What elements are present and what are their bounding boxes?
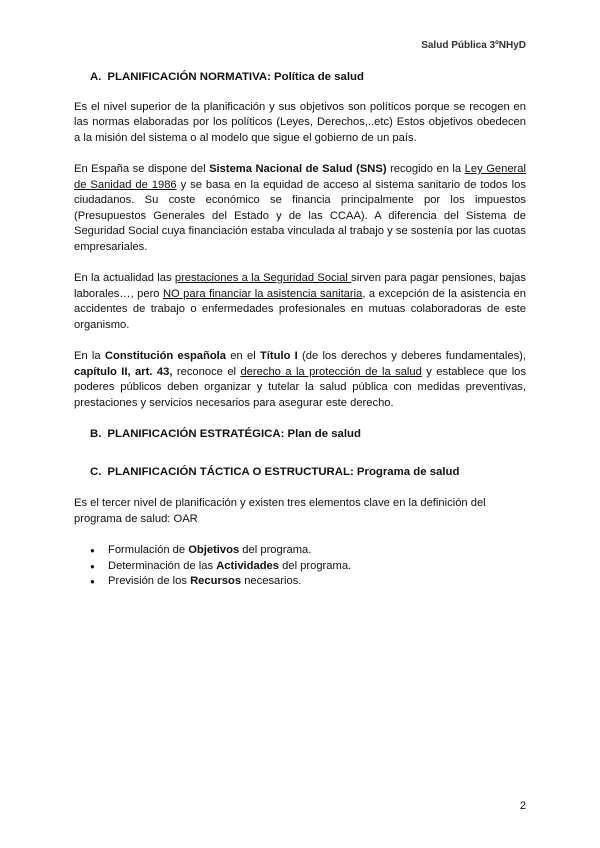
titulo-term: Título I [259,350,298,362]
derecho-underline: derecho a la protección de la salud [240,365,422,378]
section-a-letter: A. [90,71,102,83]
capitulo-term: capítulo II, art. 43, [74,365,173,378]
section-b-letter: B. [90,428,102,440]
document-body [74,70,526,590]
no-financiar-underline: NO para financiar la asistencia sanitaria [162,287,363,300]
list-item: ● Formulación de Objetivos del programa. [90,543,526,559]
sns-term: Sistema Nacional de Salud (SNS) [209,163,387,175]
paragraph-oar: Es el tercer nivel de planificación y existen tres elementos clave en la definición del programa de salud: OAR [74,497,486,525]
section-a-heading [74,70,526,86]
section-b-title: PLANIFICACIÓN ESTRATÉGICA: Plan de salud [107,428,361,440]
section-c-letter: C. [90,465,102,478]
section-c-heading [74,465,526,481]
oar-list [74,543,526,590]
page-header: Salud Pública 3ºNHyD [421,40,526,51]
list-item: ● Determinación de las Actividades del programa. [90,559,526,575]
paragraph-constitucion: En la Constitución española en el Título I (de los derechos y deberes fundamentales), capítulo II, art. 43, reconoce el derecho a la protección de la salud y establece que los poderes públicos deben organizar y tutelar la salud pública con medidas preventivas, prestaciones y servicios necesarios para asegurar este derecho. [74,350,527,409]
section-b-heading [74,427,526,443]
ley-general-sanidad: Ley General de Sanidad de 1986 [74,163,526,191]
section-a-title: PLANIFICACIÓN NORMATIVA: Política de salud [107,71,364,83]
prestaciones-underline: prestaciones a la Seguridad Social [174,272,352,284]
paragraph-seguridad-social: En la actualidad las prestaciones a la Seguridad Social sirven para pagar pensiones, bajas laborales…, pero NO para financiar la asistencia sanitaria, a excepción de la asistencia en accidentes de trabajo o enfermedades profesionales en mutuas colaboradoras de este organismo. [74,272,526,331]
list-item: ● Previsión de los Recursos necesarios. [90,574,526,590]
constitucion-term: Constitución española [104,350,227,362]
page-number: 2 [519,800,526,812]
section-c-title: PLANIFICACIÓN TÁCTICA O ESTRUCTURAL: Programa de salud [107,465,460,478]
paragraph-normative: Es el nivel superior de la planificación y sus objetivos son políticos porque se recogen en las normas elaboradas por los políticos (Leyes, Derechos,..etc) Estos objetivos obedecen a la misión del sistema o al modelo que sigue el gobierno de un país. [74,100,526,144]
paragraph-sns: En España se dispone del Sistema Nacional de Salud (SNS) recogido en la Ley General de Sanidad de 1986 y se basa en la equidad de acceso al sistema sanitario de todos los ciudadanos. Su coste económico se financia principalmente por los impuestos (Presupuestos Generales del Estado y de las CCAA). A diferencia del Sistema de Seguridad Social cuya financiación estaba vinculada al trabajo y se sostenía por las cuotas empresariales. [74,163,526,253]
